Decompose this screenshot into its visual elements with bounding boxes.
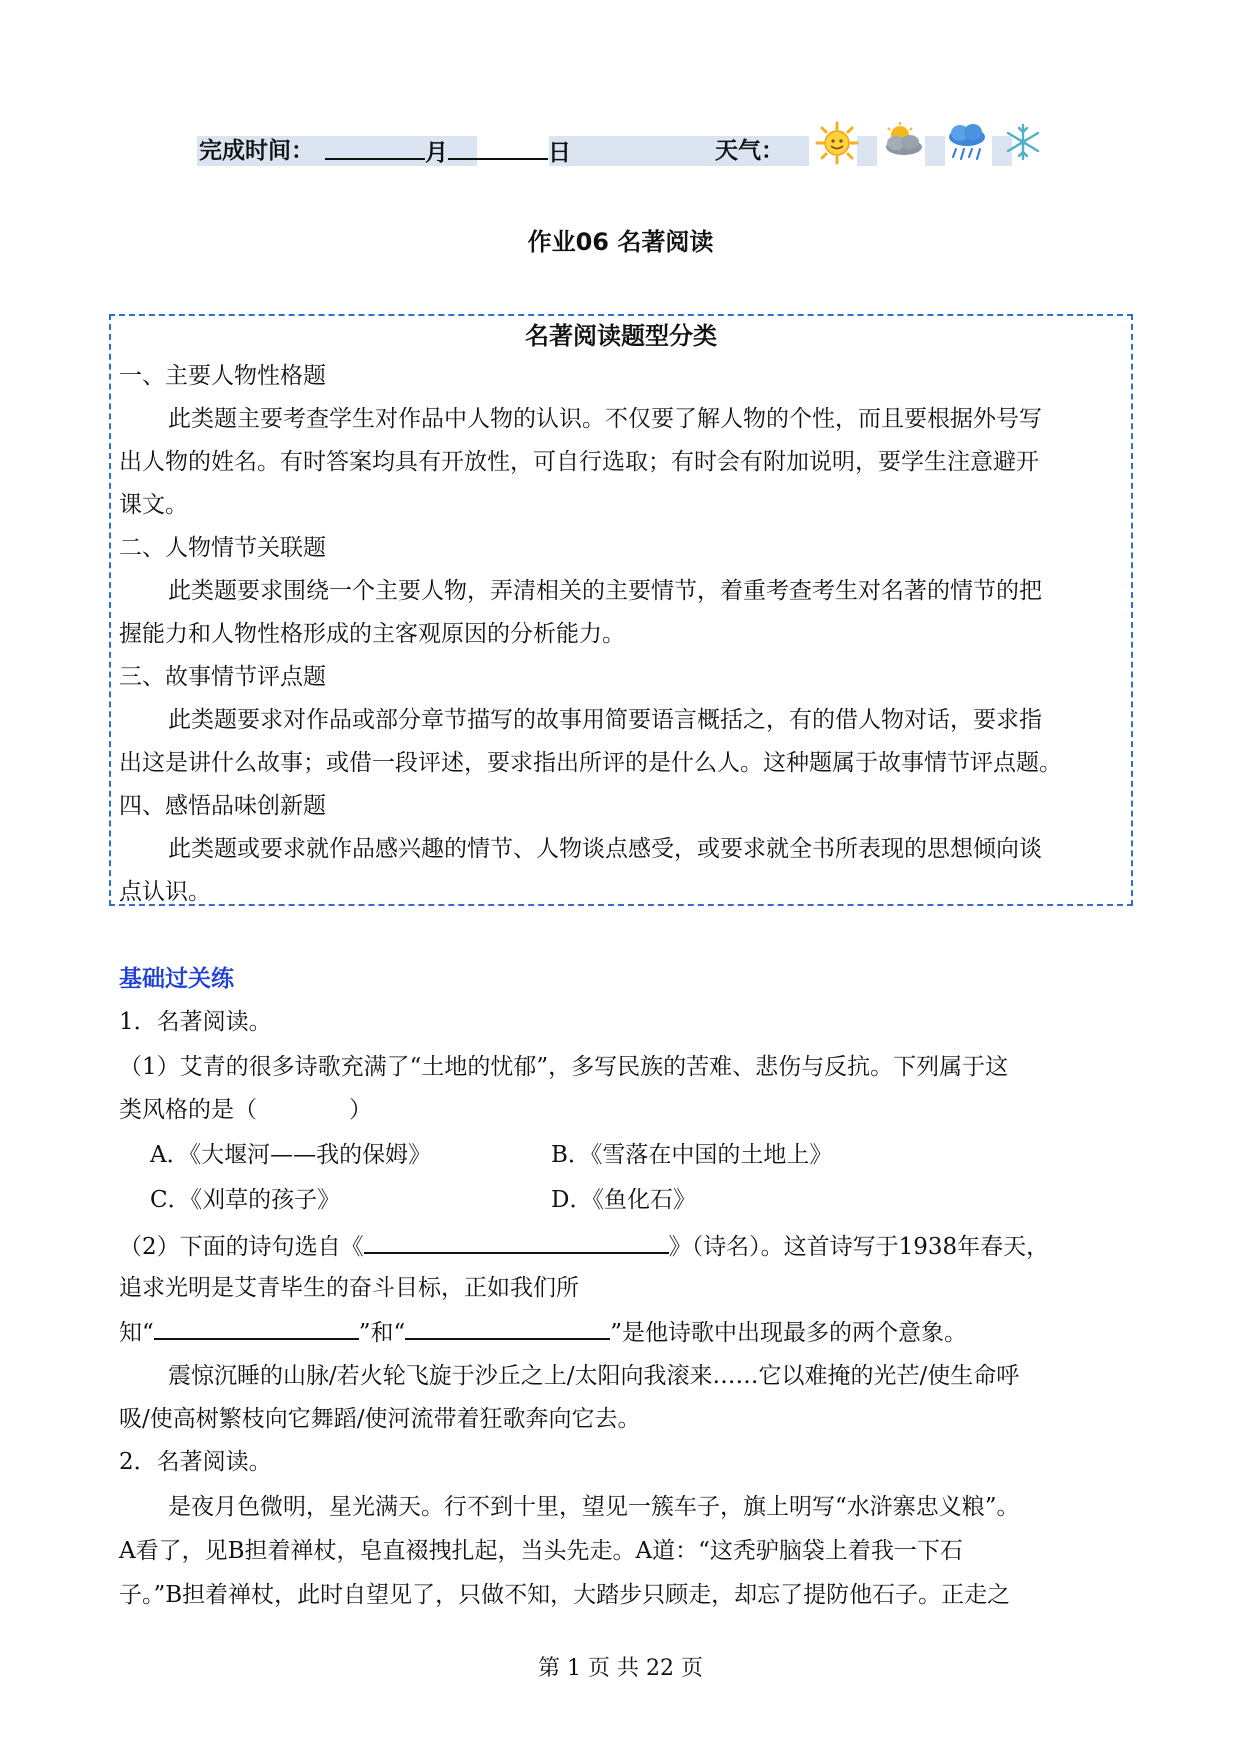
box-line: 出这是讲什么故事；或借一段评述，要求指出所评的是什么人。这种题属于故事情节评点题。	[119, 750, 1062, 776]
box-line: 三、故事情节评点题	[119, 664, 326, 690]
month-field	[325, 136, 571, 166]
box-line: 出人物的姓名。有时答案均具有开放性，可自行选取；有时会有附加说明，要学生注意避开	[119, 449, 1039, 475]
q1-part2-line1	[119, 1230, 1049, 1262]
option-c[interactable]: C．《刈草的孩子》	[150, 1187, 341, 1213]
rain-icon[interactable]	[944, 121, 990, 165]
box-title: 名著阅读题型分类	[525, 322, 717, 350]
q1-part1-line1: （1）艾青的很多诗歌充满了“土地的忧郁”，多写民族的苦难、悲伤与反抗。下列属于这	[119, 1054, 1009, 1080]
option-a[interactable]: A．《大堰河——我的保姆》	[150, 1142, 432, 1168]
poem-line: 震惊沉睡的山脉/若火轮飞旋于沙丘之上/太阳向我滚来……它以难掩的光芒/使生命呼	[168, 1363, 1020, 1389]
section-heading: 基础过关练	[119, 966, 234, 992]
question-1-head: 1．名著阅读。	[119, 1009, 272, 1035]
sun-icon[interactable]	[815, 121, 859, 165]
header-bar-4	[925, 136, 945, 166]
box-line: 课文。	[119, 492, 188, 518]
poem-title-blank[interactable]	[364, 1230, 669, 1254]
q1-line3-c: ”是他诗歌中出现最多的两个意象。	[610, 1320, 968, 1346]
page-footer: 第 1 页 共 22 页	[538, 1656, 703, 1681]
header-bar-3	[857, 136, 877, 166]
box-line: 此类题主要考查学生对作品中人物的认识。不仅要了解人物的个性，而且要根据外号写	[168, 406, 1042, 432]
partly-cloudy-icon[interactable]	[878, 121, 928, 161]
page-title: 作业06 名著阅读	[527, 228, 714, 256]
q1-part2-post: 》（诗名）。这首诗写于1938年春天，	[668, 1234, 1050, 1260]
q1-part1-line2: 类风格的是（ ）	[119, 1097, 372, 1123]
q1-part2-line3	[119, 1316, 967, 1348]
month-blank[interactable]	[325, 136, 425, 160]
option-b[interactable]: B．《雪落在中国的土地上》	[551, 1142, 833, 1168]
q2-text-line: A看了，见B担着禅杖，皂直裰拽扎起，当头先走。A道：“这秃驴脑袋上着我一下石	[119, 1538, 963, 1564]
box-line: 此类题要求围绕一个主要人物，弄清相关的主要情节，着重考查考生对名著的情节的把	[168, 578, 1042, 604]
box-line: 握能力和人物性格形成的主客观原因的分析能力。	[119, 621, 625, 647]
day-label: 日	[548, 140, 571, 166]
month-label: 月	[425, 140, 448, 166]
q2-text-line: 子。”B担着禅杖，此时自望见了，只做不知，大踏步只顾走，却忘了提防他石子。正走之	[119, 1582, 1011, 1608]
q1-part2-line2: 追求光明是艾青毕生的奋斗目标，正如我们所	[119, 1275, 579, 1301]
question-2-head: 2．名著阅读。	[119, 1449, 272, 1475]
completion-time-label: 完成时间：	[199, 138, 314, 164]
weather-label: 天气：	[715, 138, 784, 164]
q1-line3-a: 知“	[119, 1320, 154, 1346]
q1-part2-pre: （2）下面的诗句选自《	[119, 1234, 364, 1260]
box-line: 四、感悟品味创新题	[119, 793, 326, 819]
snow-icon[interactable]	[1004, 123, 1042, 161]
box-line: 二、人物情节关联题	[119, 535, 326, 561]
box-line: 此类题要求对作品或部分章节描写的故事用简要语言概括之，有的借人物对话，要求指	[168, 707, 1042, 733]
box-line: 点认识。	[119, 879, 211, 905]
option-d[interactable]: D．《鱼化石》	[551, 1187, 696, 1213]
box-line: 此类题或要求就作品感兴趣的情节、人物谈点感受，或要求就全书所表现的思想倾向谈	[168, 836, 1042, 862]
box-line: 一、主要人物性格题	[119, 363, 326, 389]
q1-line3-b: ”和“	[358, 1320, 406, 1346]
image-blank-1[interactable]	[154, 1316, 359, 1340]
image-blank-2[interactable]	[405, 1316, 610, 1340]
q2-text-line: 是夜月色微明，星光满天。行不到十里，望见一簇车子，旗上明写“水浒寨忠义粮”。	[168, 1494, 1020, 1520]
poem-line: 吸/使高树繁枝向它舞蹈/使河流带着狂歌奔向它去。	[119, 1406, 641, 1432]
day-blank[interactable]	[448, 136, 548, 160]
